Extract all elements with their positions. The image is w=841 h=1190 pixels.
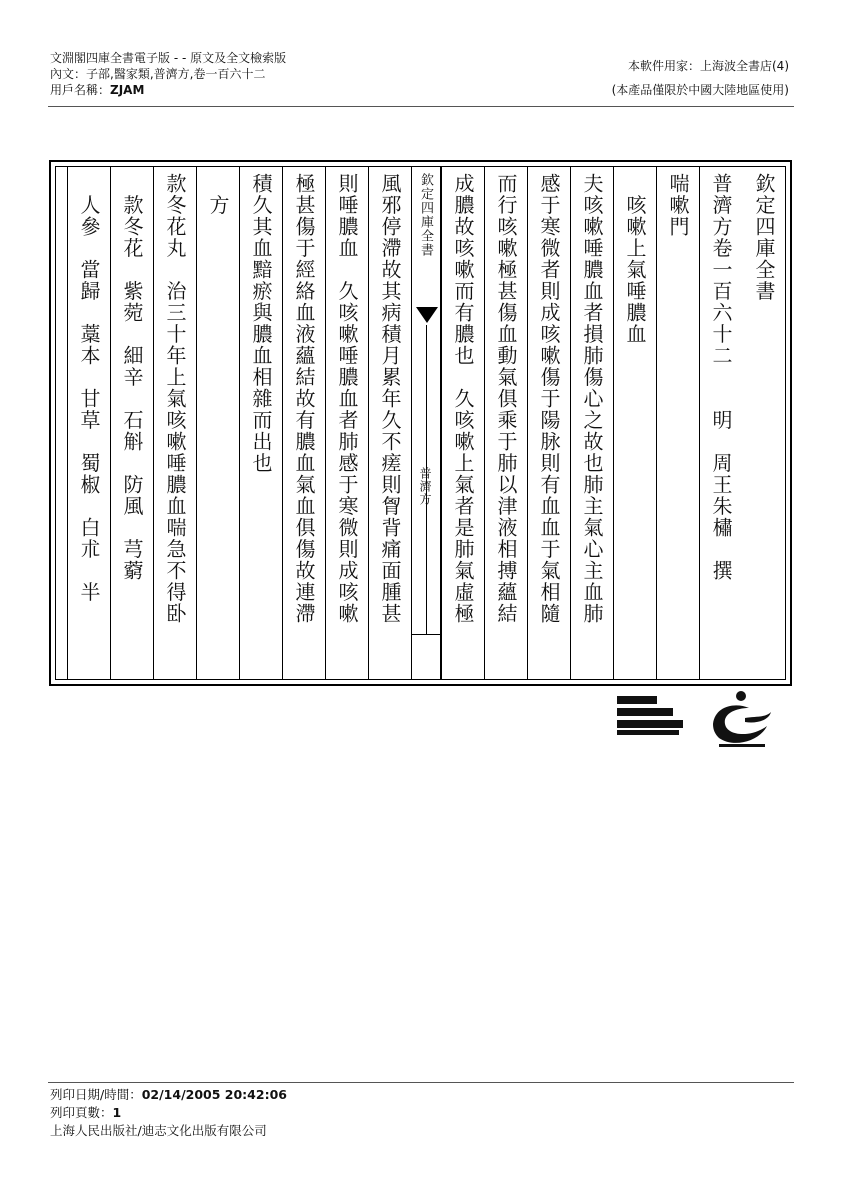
text-column-9: 風邪停滯故其病積月累年久不瘥則胷背痛面腫甚 [368, 167, 411, 679]
user-label: 用戶名稱： [50, 83, 111, 97]
publisher: 上海人民出版社/迪志文化出版有限公司 [50, 1123, 267, 1138]
licensee: 本軟件用家：上海波全書店(4) [628, 59, 789, 73]
fish-tail-mark [416, 307, 438, 323]
text-column-4: 咳嗽上氣唾膿血 [613, 167, 656, 679]
fold-bar [412, 634, 440, 635]
page-count-label: 列印頁數： [50, 1105, 113, 1120]
header-content-path: 內文：子部,醫家類,普濟方,卷一百六十二 [50, 67, 266, 81]
center-fold [411, 167, 441, 679]
text-column-14: 款冬花丸 治三十年上氣咳嗽唾膿血喘急不得卧 [153, 167, 196, 679]
text-column-16: 人參 當歸 藁本 甘草 蜀椒 白朮 半 [67, 167, 110, 679]
footer [50, 1086, 287, 1140]
publisher-logos [613, 690, 793, 750]
header-divider [48, 106, 794, 107]
region-notice: (本產品僅限於中國大陸地區使用) [611, 83, 789, 97]
text-column-3: 喘嗽門 [656, 167, 699, 679]
header-right [612, 54, 789, 102]
print-page-count [50, 1104, 287, 1122]
page-count-value: 1 [112, 1105, 122, 1120]
text-block [55, 166, 786, 680]
user-value: ZJAM [110, 83, 145, 97]
print-datetime-label: 列印日期/時間： [50, 1087, 142, 1102]
footer-divider [48, 1082, 794, 1083]
text-column-10: 則唾膿血 久咳嗽唾膿血者肺感于寒微則成咳嗽 [325, 167, 368, 679]
text-column-7: 而行咳嗽極甚傷血動氣俱乘于肺以津液相搏蘊結 [484, 167, 527, 679]
text-column-8: 成膿故咳嗽而有膿也 久咳嗽上氣者是肺氣虛極 [441, 167, 484, 679]
header-user [50, 82, 286, 98]
header-left [50, 50, 286, 98]
fold-title: 欽定四庫全書 [418, 173, 433, 257]
text-column-6: 感于寒微者則成咳嗽傷于陽脉則有血血于氣相隨 [527, 167, 570, 679]
print-datetime-value: 02/14/2005 20:42:06 [141, 1087, 287, 1102]
print-datetime [50, 1086, 287, 1104]
calligraphy-logo-icon [617, 696, 683, 736]
text-column-5: 夫咳嗽唾膿血者損肺傷心之故也肺主氣心主血肺 [570, 167, 613, 679]
text-column-1: 欽定四庫全書 [752, 173, 776, 302]
text-column-12: 積久其血黯瘀與膿血相雜而出也 [239, 167, 282, 679]
fold-book-name: 普濟方 [418, 467, 432, 506]
text-column-11: 極甚傷于經絡血液蘊結故有膿血氣血俱傷故連滯 [282, 167, 325, 679]
text-column-15: 款冬花 紫菀 細辛 石斛 防風 芎藭 [110, 167, 153, 679]
header-title: 文淵閣四庫全書電子版 - - 原文及全文檢索版 [50, 51, 287, 65]
emblem-logo-icon [705, 690, 777, 750]
text-column-13: 方 [196, 167, 239, 679]
text-column-2: 普濟方卷一百六十二 明 周王朱橚 撰 [699, 167, 742, 679]
page-frame [49, 160, 792, 686]
